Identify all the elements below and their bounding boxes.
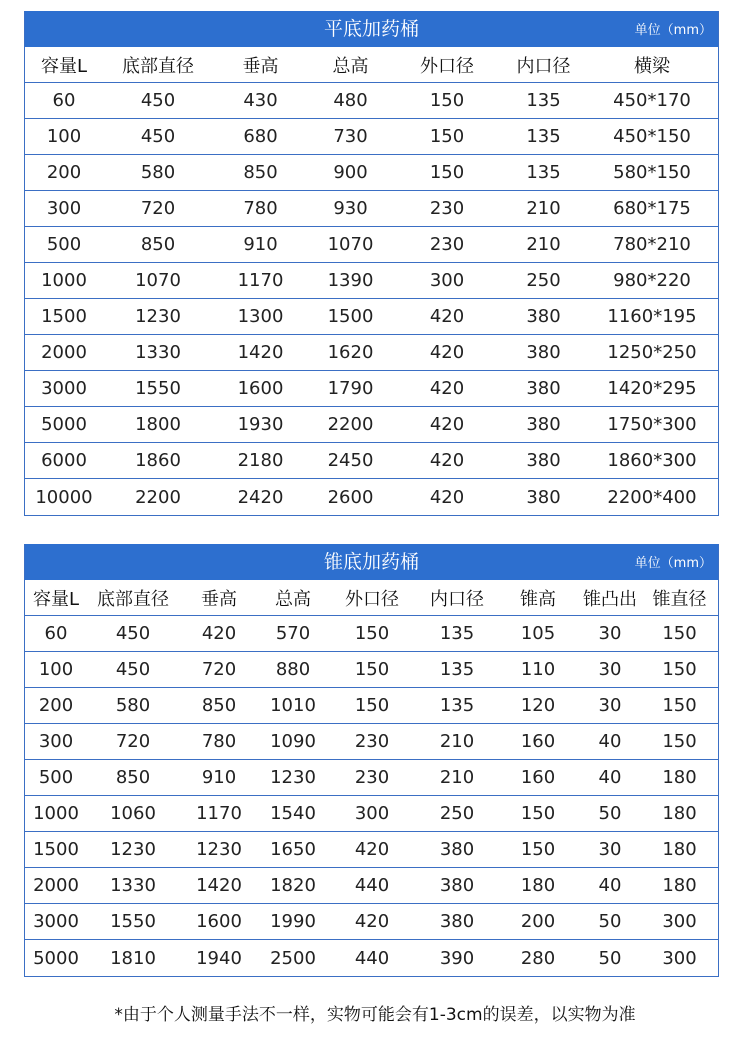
flat-bottom-cell: 380 [526, 342, 561, 363]
cone-bottom-cell: 180 [662, 839, 697, 860]
cone-bottom-cell: 500 [38, 767, 74, 788]
flat-bottom-cell: 580*150 [613, 162, 691, 183]
flat-bottom-cell: 420 [429, 306, 465, 327]
cone-bottom-cell: 210 [439, 731, 475, 752]
cone-bottom-cell: 135 [439, 623, 475, 644]
flat-bottom-cell: 1250*250 [607, 342, 697, 363]
flat-bottom-cell: 1170 [237, 270, 284, 291]
flat-bottom-cell: 450 [140, 90, 176, 111]
cone-bottom-cell: 40 [598, 767, 622, 788]
cone-bottom-cell: 880 [275, 659, 311, 680]
flat-bottom-cell: 100 [46, 126, 82, 147]
cone-bottom-cell: 1230 [110, 839, 156, 860]
cone-bottom-cell: 50 [598, 947, 622, 969]
cone-bottom-cell: 1420 [196, 875, 242, 896]
flat-bottom-cell: 210 [526, 198, 561, 219]
cone-bottom-cell: 440 [354, 875, 390, 896]
cone-bottom-cell: 160 [520, 767, 556, 788]
cone-bottom-cell: 210 [439, 767, 475, 788]
cone-bottom-cell: 230 [354, 731, 390, 752]
cone-bottom-cell: 850 [115, 767, 151, 788]
cone-bottom-cell: 910 [201, 767, 237, 788]
cone-bottom-header-row [25, 580, 718, 616]
cone-bottom-cell: 5000 [33, 947, 79, 969]
cone-bottom-cell: 30 [598, 659, 622, 680]
table-row [25, 371, 718, 407]
cone-bottom-cell: 160 [520, 731, 556, 752]
flat-bottom-cell: 480 [333, 90, 368, 111]
cone-bottom-cell: 1550 [110, 911, 156, 932]
flat-bottom-cell: 300 [46, 198, 82, 219]
flat-bottom-cell: 1070 [327, 234, 374, 255]
cone-bottom-cell: 30 [598, 623, 622, 644]
cone-bottom-cell: 850 [201, 695, 237, 716]
flat-bottom-cell: 680 [243, 126, 278, 147]
cone-bottom-cell: 1330 [110, 875, 156, 896]
cone-bottom-cell: 180 [662, 767, 697, 788]
flat-bottom-cell: 910 [243, 234, 278, 255]
flat-bottom-cell: 780 [243, 198, 278, 219]
cone-bottom-cell: 300 [662, 911, 697, 932]
cone-bottom-cell: 380 [439, 875, 475, 896]
cone-bottom-header-cell: 底部直径 [97, 588, 169, 610]
flat-bottom-unit: 单位（mm） [634, 23, 712, 38]
flat-bottom-cell: 230 [429, 234, 465, 255]
cone-bottom-cell: 280 [520, 947, 556, 969]
cone-bottom-cell: 150 [520, 839, 556, 860]
flat-bottom-cell: 1600 [237, 378, 284, 399]
flat-bottom-cell: 380 [526, 306, 561, 327]
flat-bottom-cell: 850 [140, 234, 176, 255]
cone-bottom-cell: 180 [662, 875, 697, 896]
cone-bottom-cell: 150 [354, 695, 390, 716]
table-row [25, 263, 718, 299]
table-row [25, 796, 718, 832]
cone-bottom-cell: 60 [44, 623, 68, 644]
flat-bottom-header-cell: 垂高 [242, 55, 279, 77]
flat-bottom-header-cell: 横梁 [634, 55, 670, 77]
table-row [25, 191, 718, 227]
cone-bottom-cell: 150 [662, 659, 697, 680]
flat-bottom-cell: 380 [526, 450, 561, 471]
cone-bottom-cell: 150 [354, 659, 390, 680]
cone-bottom-title: 锥底加药桶 [323, 551, 419, 573]
flat-bottom-cell: 730 [333, 126, 368, 147]
cone-bottom-cell: 200 [520, 911, 556, 932]
flat-bottom-cell: 2180 [237, 450, 284, 471]
table-row [25, 443, 718, 479]
cone-bottom-cell: 200 [38, 695, 74, 716]
flat-bottom-cell: 1160*195 [607, 306, 697, 327]
flat-bottom-cell: 380 [526, 486, 561, 508]
cone-bottom-cell: 40 [598, 875, 622, 896]
flat-bottom-cell: 1930 [237, 414, 284, 435]
cone-bottom-table [24, 544, 719, 977]
flat-bottom-cell: 2600 [327, 486, 374, 508]
flat-bottom-header-cell: 容量L [40, 55, 88, 77]
table-row [25, 904, 718, 940]
flat-bottom-cell: 930 [333, 198, 368, 219]
cone-bottom-cell: 105 [520, 623, 556, 644]
cone-bottom-header-cell: 内口径 [430, 588, 484, 610]
flat-bottom-cell: 380 [526, 378, 561, 399]
cone-bottom-cell: 1650 [270, 839, 316, 860]
flat-bottom-cell: 430 [243, 90, 278, 111]
flat-bottom-cell: 1860*300 [607, 450, 697, 471]
flat-bottom-cell: 1420*295 [607, 378, 697, 399]
cone-bottom-cell: 1820 [270, 875, 316, 896]
cone-bottom-cell: 150 [662, 695, 697, 716]
flat-bottom-cell: 780*210 [613, 234, 691, 255]
flat-bottom-cell: 2200*400 [607, 486, 697, 508]
cone-bottom-header-cell: 锥高 [520, 588, 556, 610]
cone-bottom-cell: 780 [201, 731, 237, 752]
flat-bottom-cell: 1790 [327, 378, 374, 399]
flat-bottom-cell: 1330 [135, 342, 181, 363]
flat-bottom-cell: 450 [140, 126, 176, 147]
table-row [25, 688, 718, 724]
cone-bottom-cell: 300 [662, 947, 697, 969]
cone-bottom-cell: 300 [38, 731, 74, 752]
cone-bottom-cell: 1010 [270, 695, 316, 716]
cone-bottom-cell: 30 [598, 839, 622, 860]
cone-bottom-cell: 570 [275, 623, 311, 644]
flat-bottom-cell: 380 [526, 414, 561, 435]
flat-bottom-cell: 680*175 [613, 198, 691, 219]
flat-bottom-cell: 1500 [327, 306, 374, 327]
cone-bottom-cell: 2500 [270, 947, 316, 969]
flat-bottom-cell: 135 [526, 90, 561, 111]
cone-bottom-header-cell: 垂高 [201, 588, 237, 610]
cone-bottom-cell: 390 [439, 947, 475, 969]
cone-bottom-cell: 30 [598, 695, 622, 716]
flat-bottom-cell: 60 [52, 90, 76, 111]
flat-bottom-cell: 230 [429, 198, 465, 219]
cone-bottom-cell: 100 [38, 659, 74, 680]
cone-bottom-cell: 1600 [196, 911, 242, 932]
flat-bottom-cell: 420 [429, 486, 465, 508]
flat-bottom-cell: 450*170 [613, 90, 691, 111]
table-row [25, 832, 718, 868]
flat-bottom-cell: 2420 [237, 486, 284, 508]
flat-bottom-cell: 900 [333, 162, 368, 183]
table-row [25, 407, 718, 443]
cone-bottom-cell: 135 [439, 695, 475, 716]
flat-bottom-cell: 5000 [41, 414, 87, 435]
cone-bottom-cell: 2000 [33, 875, 79, 896]
footnote: *由于个人测量手法不一样，实物可能会有1-3cm的误差，以实物为准 [114, 1005, 636, 1025]
cone-bottom-header-cell: 容量L [32, 588, 80, 610]
table-row [25, 119, 718, 155]
table-row [25, 155, 718, 191]
table-row [25, 724, 718, 760]
flat-bottom-header-cell: 内口径 [516, 55, 571, 77]
flat-bottom-title: 平底加药桶 [323, 18, 419, 40]
flat-bottom-cell: 1230 [135, 306, 181, 327]
flat-bottom-cell: 500 [46, 234, 82, 255]
table-row [25, 652, 718, 688]
cone-bottom-unit: 单位（mm） [634, 556, 712, 571]
cone-bottom-cell: 1000 [33, 803, 79, 824]
cone-bottom-header-cell: 锥直径 [652, 588, 707, 610]
cone-bottom-cell: 380 [439, 911, 475, 932]
flat-bottom-cell: 850 [243, 162, 278, 183]
flat-bottom-cell: 3000 [41, 378, 87, 399]
flat-bottom-header-cell: 底部直径 [122, 55, 194, 77]
flat-bottom-cell: 980*220 [613, 270, 691, 291]
table-row [25, 479, 718, 515]
flat-bottom-cell: 1550 [135, 378, 181, 399]
flat-bottom-header-cell: 外口径 [420, 55, 474, 77]
flat-bottom-header-cell: 总高 [332, 55, 369, 77]
cone-bottom-cell: 1090 [270, 731, 316, 752]
flat-bottom-cell: 1500 [41, 306, 87, 327]
flat-bottom-cell: 1750*300 [607, 414, 697, 435]
cone-bottom-cell: 180 [662, 803, 697, 824]
flat-bottom-cell: 150 [429, 126, 465, 147]
cone-bottom-cell: 150 [354, 623, 390, 644]
cone-bottom-cell: 230 [354, 767, 390, 788]
cone-bottom-cell: 450 [115, 659, 151, 680]
flat-bottom-cell: 150 [429, 162, 465, 183]
cone-bottom-header-cell: 锥凸出 [583, 588, 637, 610]
flat-bottom-cell: 2200 [135, 486, 181, 508]
flat-bottom-cell: 150 [429, 90, 465, 111]
flat-bottom-cell: 1860 [135, 450, 181, 471]
flat-bottom-cell: 2450 [327, 450, 374, 471]
cone-bottom-cell: 1230 [196, 839, 242, 860]
flat-bottom-cell: 135 [526, 126, 561, 147]
table-row [25, 299, 718, 335]
flat-bottom-cell: 6000 [41, 450, 87, 471]
table-row [25, 616, 718, 652]
cone-bottom-cell: 150 [662, 731, 697, 752]
flat-bottom-title-bar [25, 11, 718, 47]
flat-bottom-cell: 720 [140, 198, 176, 219]
cone-bottom-cell: 180 [520, 875, 556, 896]
cone-bottom-body [25, 616, 718, 976]
flat-bottom-cell: 420 [429, 378, 465, 399]
flat-bottom-cell: 1000 [41, 270, 87, 291]
cone-bottom-cell: 300 [354, 803, 390, 824]
flat-bottom-cell: 1390 [327, 270, 374, 291]
cone-bottom-cell: 135 [439, 659, 475, 680]
flat-bottom-cell: 200 [46, 162, 82, 183]
flat-bottom-cell: 1800 [135, 414, 181, 435]
cone-bottom-header-cell: 外口径 [345, 588, 399, 610]
cone-bottom-cell: 40 [598, 731, 622, 752]
flat-bottom-cell: 1420 [237, 342, 284, 363]
flat-bottom-cell: 1070 [135, 270, 181, 291]
cone-bottom-cell: 720 [115, 731, 151, 752]
cone-bottom-cell: 1500 [33, 839, 79, 860]
flat-bottom-cell: 300 [429, 270, 465, 291]
cone-bottom-cell: 3000 [33, 911, 79, 932]
cone-bottom-cell: 420 [354, 911, 390, 932]
table-row [25, 335, 718, 371]
flat-bottom-cell: 420 [429, 414, 465, 435]
flat-bottom-cell: 450*150 [613, 126, 691, 147]
cone-bottom-cell: 250 [439, 803, 475, 824]
flat-bottom-cell: 250 [526, 270, 561, 291]
cone-bottom-cell: 1060 [110, 803, 156, 824]
flat-bottom-cell: 1300 [237, 306, 284, 327]
flat-bottom-cell: 420 [429, 450, 465, 471]
flat-bottom-cell: 10000 [35, 486, 93, 508]
cone-bottom-cell: 420 [354, 839, 390, 860]
flat-bottom-cell: 210 [526, 234, 561, 255]
flat-bottom-cell: 135 [526, 162, 561, 183]
cone-bottom-cell: 1230 [270, 767, 316, 788]
cone-bottom-cell: 380 [439, 839, 475, 860]
flat-bottom-cell: 2200 [327, 414, 374, 435]
cone-bottom-cell: 150 [662, 623, 697, 644]
table-row [25, 227, 718, 263]
cone-bottom-cell: 1170 [196, 803, 242, 824]
cone-bottom-cell: 1990 [270, 911, 316, 932]
cone-bottom-cell: 420 [201, 623, 237, 644]
flat-bottom-cell: 1620 [327, 342, 374, 363]
table-row [25, 760, 718, 796]
table-row [25, 83, 718, 119]
cone-bottom-header-cell: 总高 [275, 588, 311, 610]
flat-bottom-cell: 580 [140, 162, 176, 183]
cone-bottom-cell: 110 [520, 659, 556, 680]
cone-bottom-cell: 440 [354, 947, 390, 969]
cone-bottom-cell: 1940 [196, 947, 242, 969]
cone-bottom-cell: 580 [115, 695, 151, 716]
cone-bottom-cell: 50 [598, 803, 622, 824]
cone-bottom-title-bar [25, 544, 718, 580]
cone-bottom-cell: 720 [201, 659, 237, 680]
cone-bottom-cell: 150 [520, 803, 556, 824]
table-row [25, 868, 718, 904]
flat-bottom-body [25, 83, 718, 515]
flat-bottom-cell: 2000 [41, 342, 87, 363]
flat-bottom-cell: 420 [429, 342, 465, 363]
cone-bottom-cell: 120 [520, 695, 556, 716]
table-row [25, 940, 718, 976]
cone-bottom-cell: 450 [115, 623, 151, 644]
cone-bottom-cell: 1810 [110, 947, 156, 969]
cone-bottom-cell: 50 [598, 911, 622, 932]
cone-bottom-cell: 1540 [270, 803, 316, 824]
flat-bottom-header-row [25, 47, 718, 83]
flat-bottom-table [24, 11, 719, 516]
